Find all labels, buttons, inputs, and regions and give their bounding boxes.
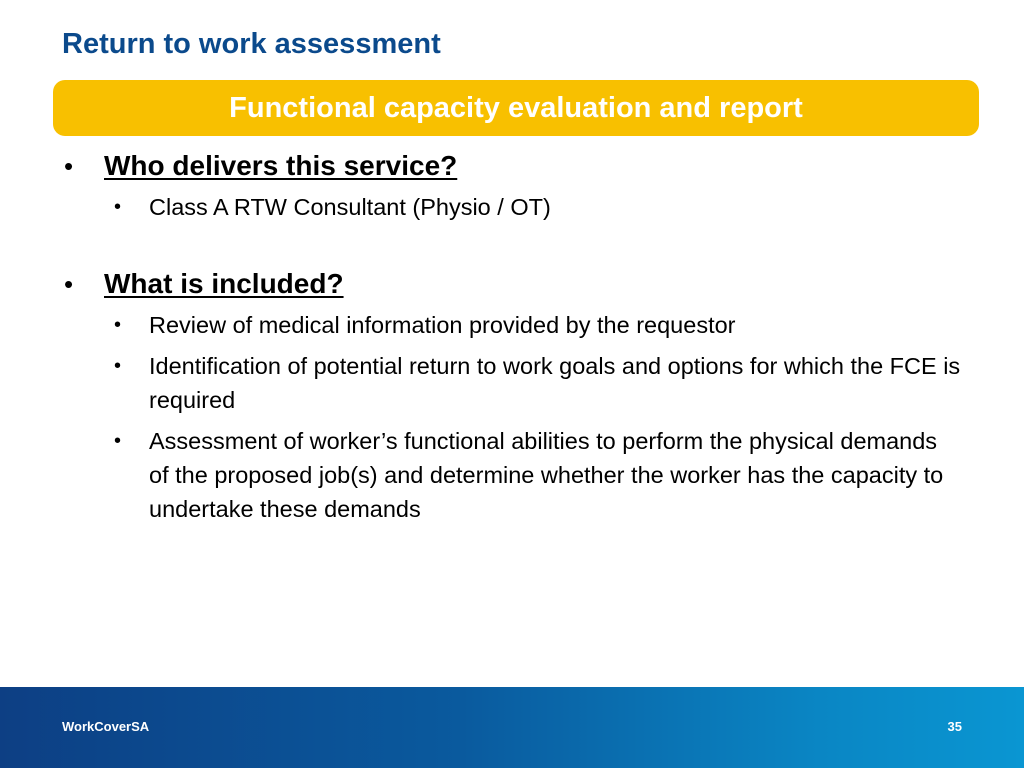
- section-banner: [53, 80, 979, 136]
- list-item-text: Assessment of worker’s functional abilities to perform the physical demands of the proposed job(s) and determine whether the worker has the capacity to undertake these demands: [149, 428, 944, 522]
- page-number: 35: [947, 719, 962, 734]
- list-item: [112, 190, 962, 224]
- heading-who-delivers: Who delivers this service?: [104, 150, 458, 181]
- list-item-text: Class A RTW Consultant (Physio / OT): [149, 194, 551, 220]
- slide-title: Return to work assessment: [62, 28, 441, 60]
- sub-bullet-list: [62, 308, 962, 526]
- bullet-heading: [62, 148, 962, 184]
- heading-what-included: What is included?: [104, 268, 344, 299]
- list-item: [112, 424, 962, 526]
- bullet-icon: •: [114, 196, 122, 218]
- bullet-icon: •: [114, 314, 122, 336]
- bullet-icon: •: [114, 355, 122, 377]
- bullet-icon: •: [64, 151, 74, 181]
- bullet-heading: [62, 266, 962, 302]
- list-item: [112, 308, 962, 342]
- sub-bullet-list: [62, 190, 962, 224]
- list-item-text: Review of medical information provided by the requestor: [149, 312, 736, 338]
- list-item-text: Identification of potential return to work goals and options for which the FCE is required: [149, 353, 961, 413]
- footer-bar: [0, 687, 1024, 768]
- banner-text: Functional capacity evaluation and report: [229, 91, 803, 124]
- slide-content: [62, 148, 962, 526]
- list-item: [112, 349, 962, 417]
- section-who-delivers: [62, 148, 962, 224]
- bullet-icon: •: [64, 269, 74, 299]
- footer-organization: WorkCoverSA: [62, 719, 150, 734]
- section-what-included: [62, 266, 962, 526]
- bullet-icon: •: [114, 430, 122, 452]
